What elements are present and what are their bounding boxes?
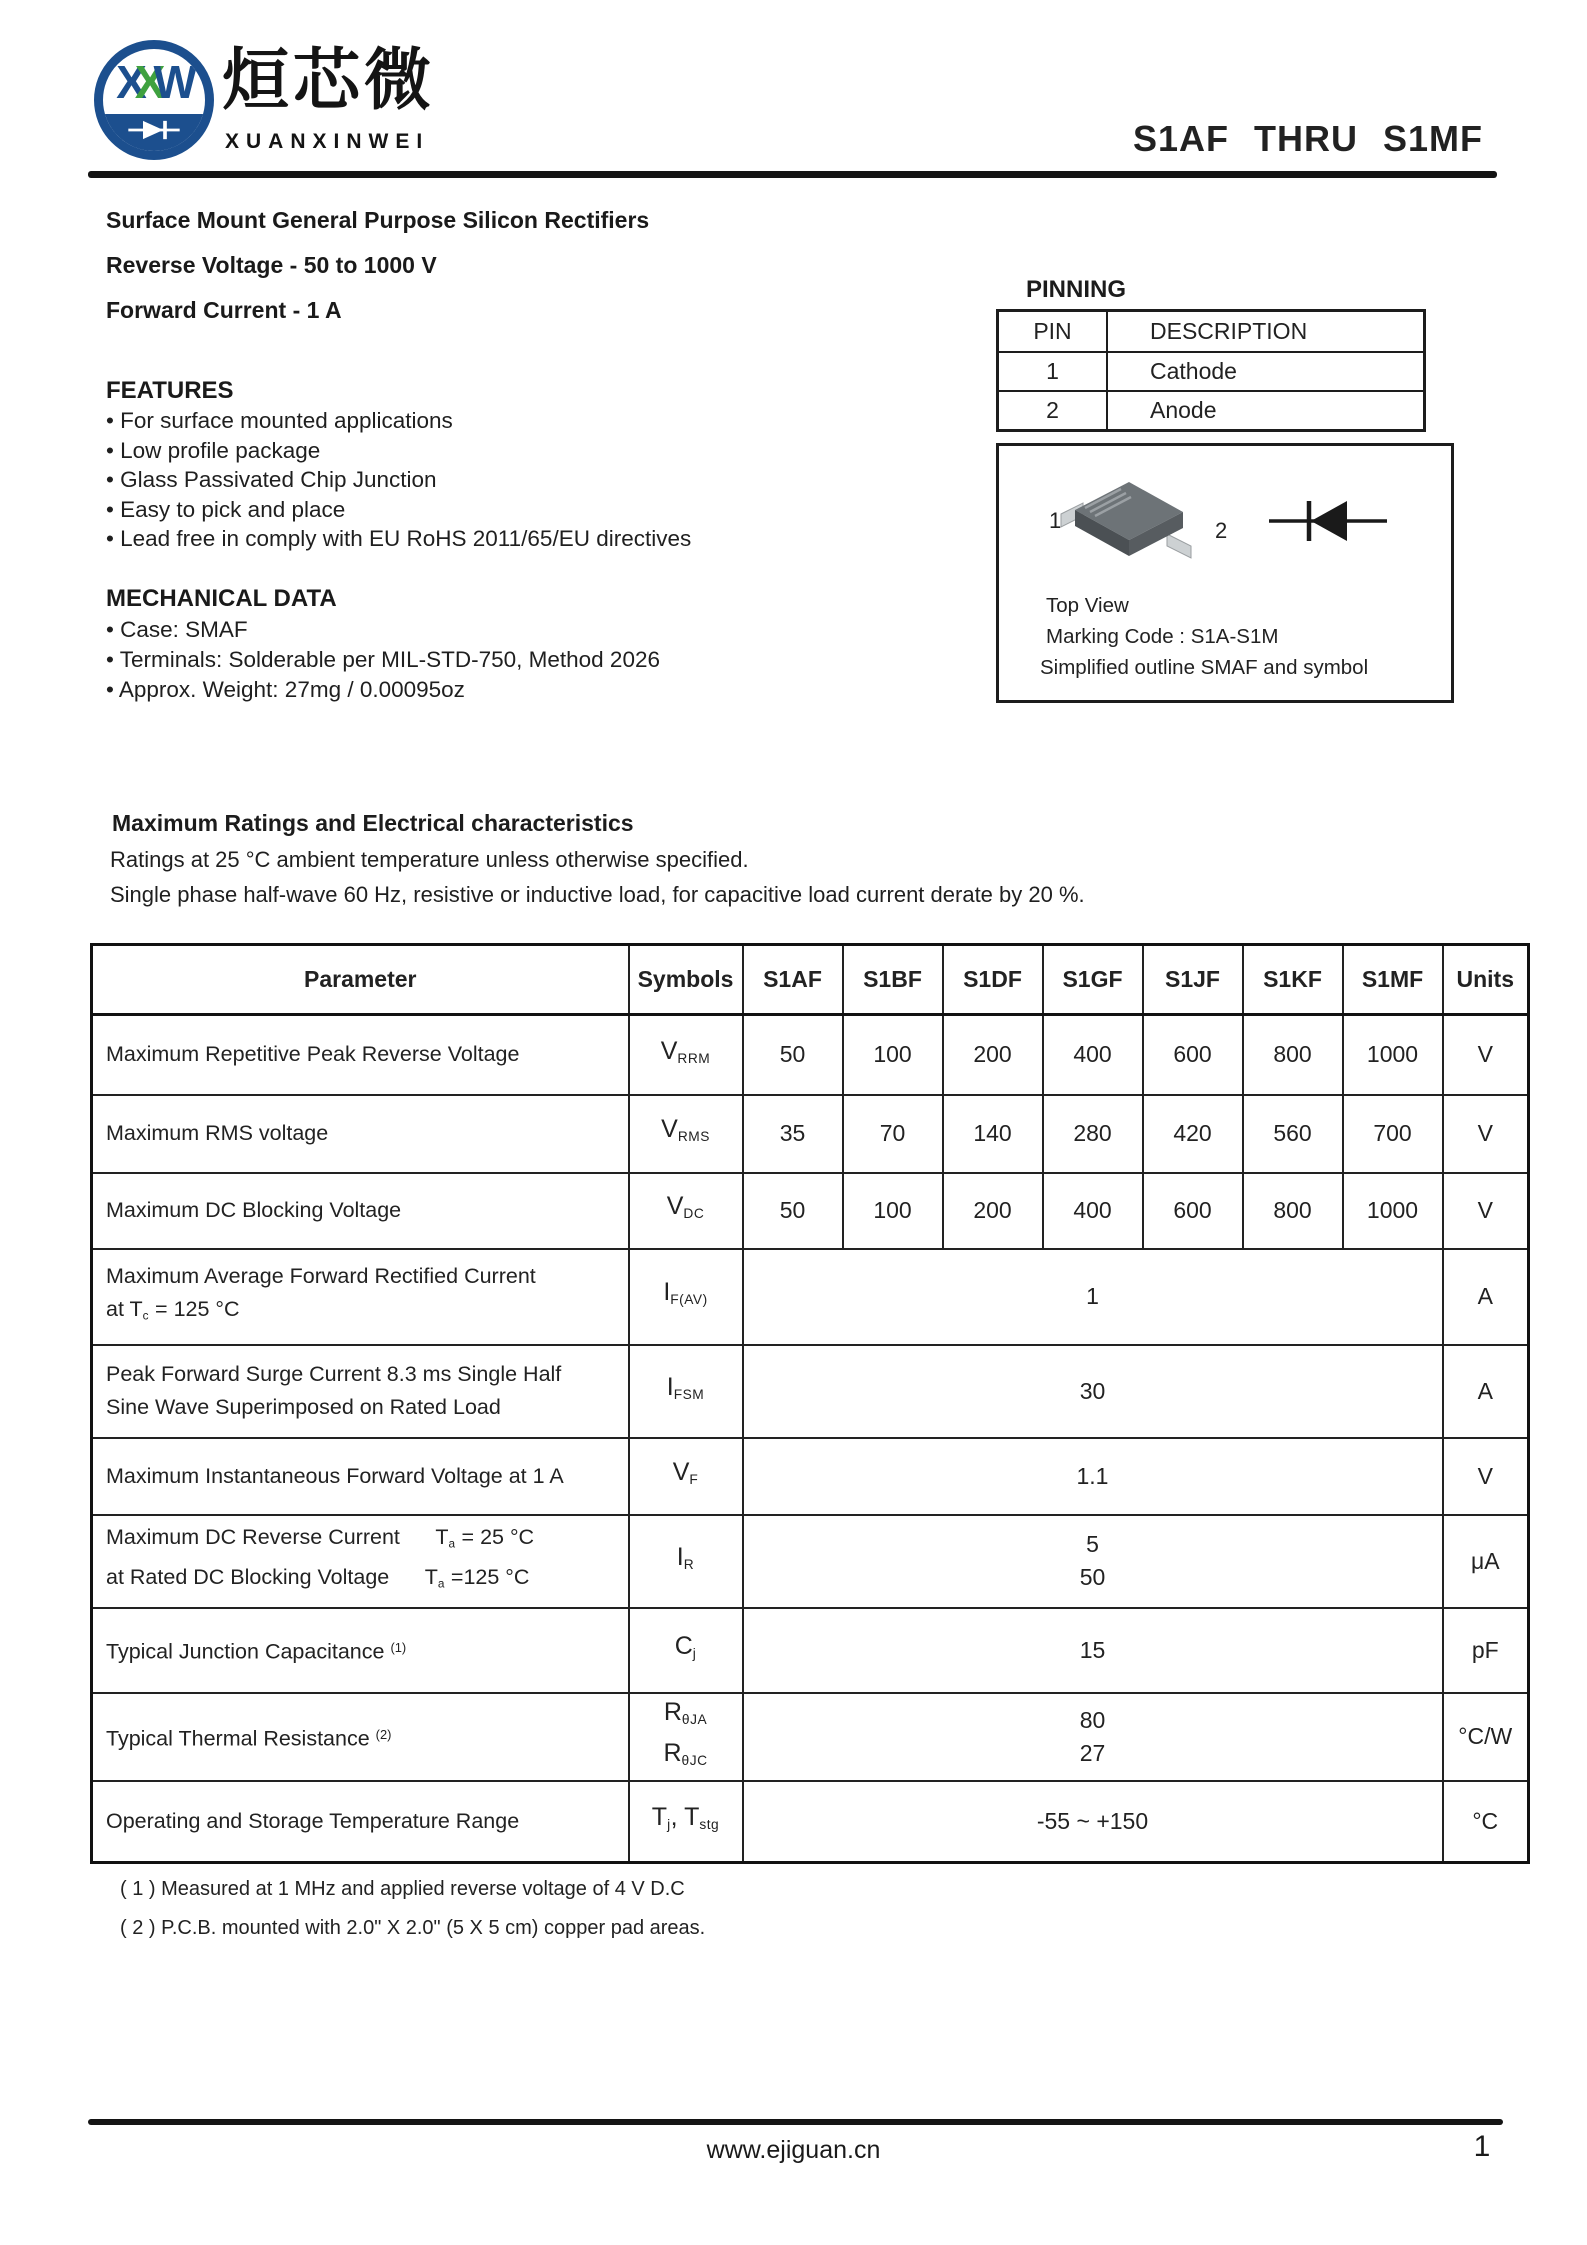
unit-cell: A [1443,1249,1529,1345]
value-cell: 100 [843,1173,943,1249]
value-cell: 800 [1243,1015,1343,1095]
value-cell: 400 [1043,1173,1143,1249]
logo-chord [103,114,205,151]
footer-rule [88,2119,1503,2125]
value-cell: 100 [843,1015,943,1095]
value-cell: 600 [1143,1173,1243,1249]
param-cell: Typical Junction Capacitance $^{(1)}$ [92,1608,629,1693]
features-title: FEATURES [106,377,234,404]
header-cell: S1AF [743,945,843,1015]
pin-number-cell: 2 [998,391,1108,431]
symbol-cell: $T_j$, $T_{stg}$ [629,1781,743,1863]
symbol-cell: $C_j$ [629,1608,743,1693]
value-cell: 600 [1143,1015,1243,1095]
pinning-row [998,391,1425,431]
pinning-title: PINNING [1026,276,1127,303]
value-cell: 35 [743,1095,843,1173]
pin-description-cell: Anode [1107,391,1425,431]
header-cell: Parameter [92,945,629,1015]
symbol-cell: $I_R$ [629,1515,743,1608]
param-cell: Maximum Average Forward Rectified Current at $T_c = 125$ °C [92,1249,629,1345]
pinning-header-row [998,311,1425,353]
param-cell: Operating and Storage Temperature Range [92,1781,629,1863]
outline-caption-description: Simplified outline SMAF and symbol [1040,656,1369,679]
footnote-2: ( 2 ) P.C.B. mounted with 2.0" X 2.0" (5 X 5 cm) copper pad areas. [120,1917,706,1939]
symbol-cell: $I_{FSM}$ [629,1345,743,1438]
param-cell: Peak Forward Surge Current 8.3 ms Single Half Sine Wave Superimposed on Rated Load [92,1345,629,1438]
unit-cell: V [1443,1173,1529,1249]
table-row [92,1015,1529,1095]
list-item: • Low profile package [106,437,321,463]
mechanical-data-title: MECHANICAL DATA [106,585,337,612]
ratings-table [90,943,1530,1864]
value-cell: 400 [1043,1015,1143,1095]
footer-website: www.ejiguan.cn [706,2136,881,2164]
param-cell: Maximum Instantaneous Forward Voltage at 1 A [92,1438,629,1515]
value-cell: 560 [1243,1095,1343,1173]
summary-line-2: Reverse Voltage - 50 to 1000 V [106,252,437,278]
company-name-latin: XUANXINWEI [225,130,430,153]
summary-line-3: Forward Current - 1 A [106,297,342,323]
merged-value-cell: -55 ~ +150 [743,1781,1443,1863]
symbol-cell: $V_{DC}$ [629,1173,743,1249]
header-cell: S1GF [1043,945,1143,1015]
header-cell: S1JF [1143,945,1243,1015]
package-pin2-label: 2 [1215,518,1228,543]
param-cell: Maximum RMS voltage [92,1095,629,1173]
mechanical-data-list [106,615,660,705]
pinning-table [996,309,1426,432]
logo-monogram [103,56,205,108]
unit-cell: pF [1443,1608,1529,1693]
symbol-cell: $R_{\theta JA}$ $R_{\theta JC}$ [629,1693,743,1781]
diode-symbol-icon [1269,498,1387,549]
list-item: • Easy to pick and place [106,496,346,522]
header-cell: S1DF [943,945,1043,1015]
value-cell: 50 [743,1015,843,1095]
symbol-cell: $I_{F(AV)}$ [629,1249,743,1345]
table-row [92,1345,1529,1438]
logo-letter: X [134,56,161,108]
list-item: • Terminals: Solderable per MIL-STD-750, Method 2026 [106,647,660,672]
unit-cell: °C/W [1443,1693,1529,1781]
company-logo-mark [94,40,214,160]
value-cell: 200 [943,1173,1043,1249]
list-item: • Approx. Weight: 27mg / 0.00095oz [106,677,465,702]
table-row [92,1438,1529,1515]
pinning-table-body [998,352,1425,431]
symbol-cell: $V_{RRM}$ [629,1015,743,1095]
logo-letter: W [153,56,192,108]
page-number: 1 [1473,2130,1491,2163]
header-cell: S1MF [1343,945,1443,1015]
value-cell: 1000 [1343,1173,1443,1249]
table-row [92,1608,1529,1693]
list-item: • For surface mounted applications [106,408,453,433]
list-item: • Case: SMAF [106,617,248,642]
merged-value-cell: 1 [743,1249,1443,1345]
value-cell: 800 [1243,1173,1343,1249]
table-row [92,1249,1529,1345]
pin-description-cell: Cathode [1107,352,1425,391]
unit-cell: °C [1443,1781,1529,1863]
outline-caption-marking-code: Marking Code : S1A-S1M [1046,625,1279,648]
logo-letter: X [116,56,142,108]
value-cell: 200 [943,1015,1043,1095]
pin-number-cell: 1 [998,352,1108,391]
ratings-header-row [92,945,1529,1015]
value-cell: 420 [1143,1095,1243,1173]
value-cell: 280 [1043,1095,1143,1173]
table-row [92,1515,1529,1608]
company-name-chinese: 烜芯微 [222,43,435,118]
header-rule [88,171,1497,178]
header-cell: S1BF [843,945,943,1015]
ratings-table-head [92,945,1529,1015]
unit-cell: V [1443,1438,1529,1515]
table-row [92,1095,1529,1173]
footnote-1: ( 1 ) Measured at 1 MHz and applied reverse voltage of 4 V D.C [120,1878,685,1900]
merged-value-cell: 5 50 [743,1515,1443,1608]
ratings-table-body [92,1015,1529,1863]
ratings-note-2: Single phase half-wave 60 Hz, resistive or inductive load, for capacitive load current derate by 20 %. [110,882,1085,907]
outline-caption-top-view: Top View [1046,594,1129,617]
param-cell: Maximum DC Blocking Voltage [92,1173,629,1249]
value-cell: 50 [743,1173,843,1249]
header-cell: S1KF [1243,945,1343,1015]
list-item: • Lead free in comply with EU RoHS 2011/65/EU directives [106,526,692,551]
table-row [92,1781,1529,1863]
features-list [106,406,691,554]
value-cell: 1000 [1343,1015,1443,1095]
merged-value-cell: 30 [743,1345,1443,1438]
value-cell: 140 [943,1095,1043,1173]
unit-cell: V [1443,1095,1529,1173]
merged-value-cell: 80 27 [743,1693,1443,1781]
header-cell: Symbols [629,945,743,1015]
summary-line-1: Surface Mount General Purpose Silicon Rectifiers [106,207,650,233]
logo-diode-icon [126,119,182,146]
unit-cell: A [1443,1345,1529,1438]
unit-cell: μA [1443,1515,1529,1608]
package-outline-box [996,443,1454,703]
table-row [92,1693,1529,1781]
value-cell: 700 [1343,1095,1443,1173]
pin-column-header: PIN [998,311,1108,353]
pinning-row [998,352,1425,391]
param-cell: Maximum DC Reverse Current $T_a = 25$ °C at Rated DC Blocking Voltage $T_a =125$ °C [92,1515,629,1608]
page-title: S1AF THRU S1MF [1132,118,1483,159]
ratings-section-title: Maximum Ratings and Electrical characteristics [112,810,634,836]
table-row [92,1173,1529,1249]
symbol-cell: $V_F$ [629,1438,743,1515]
package-3d-image [1059,470,1199,575]
header-cell: Units [1443,945,1529,1015]
package-pin1-label: 1 [1049,508,1062,533]
list-item: • Glass Passivated Chip Junction [106,467,437,492]
param-cell: Maximum Repetitive Peak Reverse Voltage [92,1015,629,1095]
symbol-cell: $V_{RMS}$ [629,1095,743,1173]
description-column-header: DESCRIPTION [1107,311,1425,353]
value-cell: 70 [843,1095,943,1173]
unit-cell: V [1443,1015,1529,1095]
merged-value-cell: 1.1 [743,1438,1443,1515]
param-cell: Typical Thermal Resistance $^{(2)}$ [92,1693,629,1781]
merged-value-cell: 15 [743,1608,1443,1693]
ratings-note-1: Ratings at 25 °C ambient temperature unless otherwise specified. [110,847,749,872]
